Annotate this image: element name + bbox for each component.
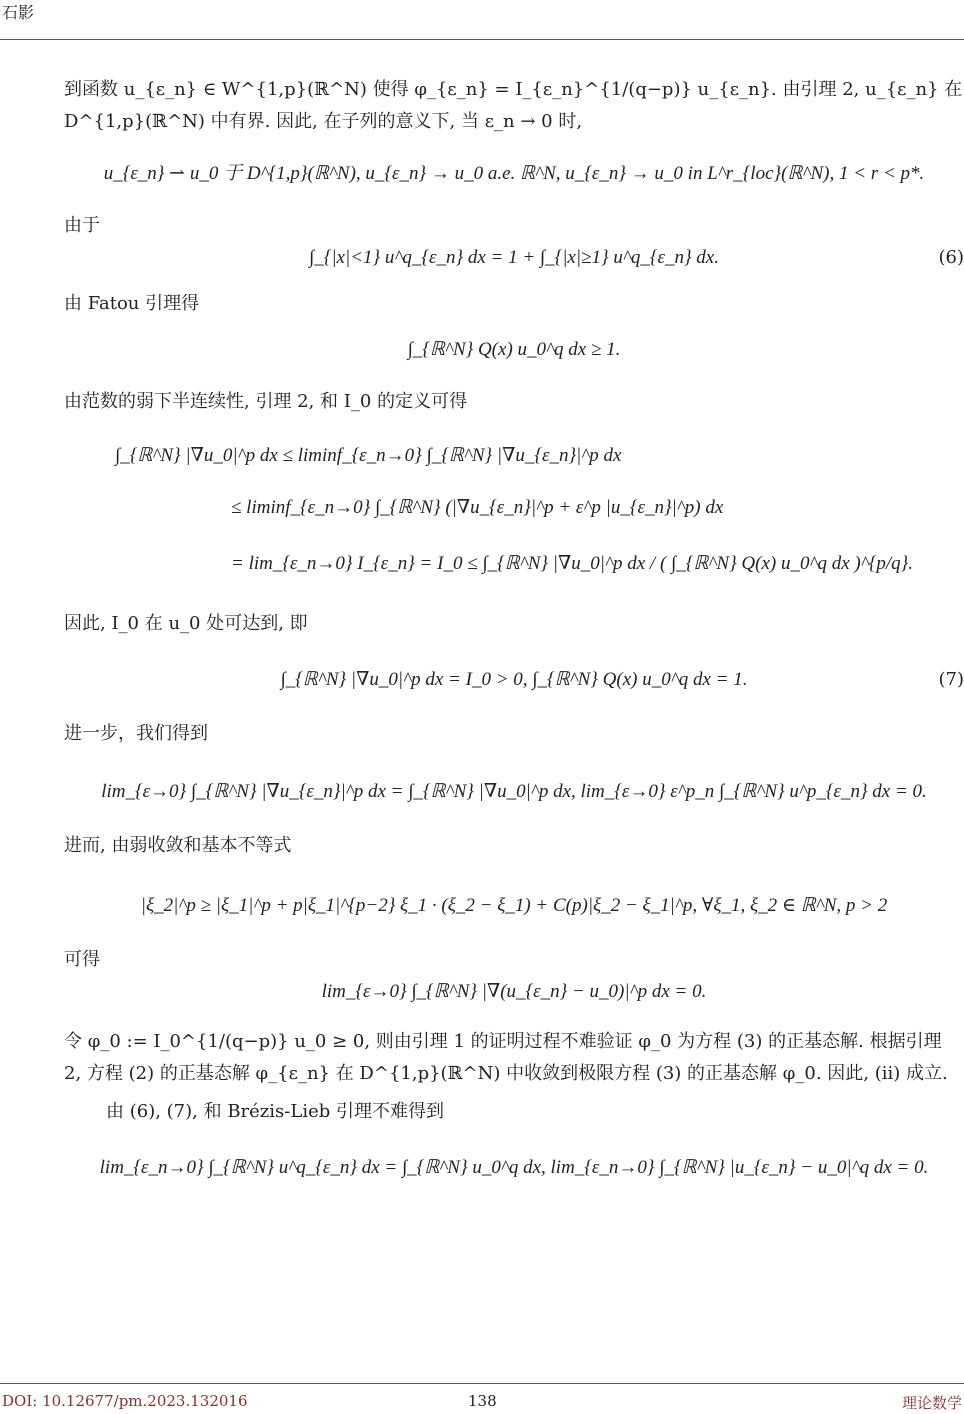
paragraph: 令 φ_0 := I_0^{1/(q−p)} u_0 ≥ 0, 则由引理 1 的证明过程不难验证 φ_0 为方程 (3) 的正基态解. 根据引理 2, 方程 (2) 的正基态解 φ_{ε_n} 在 D^{1,p}(ℝ^N) 中收敛到极限方程 (3) 的正基态解 φ_0. 因此, (ii) 成立. <box>64 1031 948 1084</box>
equation-6: ∫_{|x|<1} u^q_{ε_n} dx = 1 + ∫_{|x|≥1} u^q_{ε_n} dx. (6) <box>64 242 964 274</box>
paragraph: 到函数 u_{ε_n} ∈ W^{1,p}(ℝ^N) 使得 φ_{ε_n} = I_{ε_n}^{1/(q−p)} u_{ε_n}. 由引理 2, u_{ε_n} 在 D^{1,p}(ℝ^N) 中有界. 因此, 在子列的意义下, 当 ε_n → 0 时, <box>64 79 963 132</box>
align-line: = lim_{ε_n→0} I_{ε_n} = I_0 ≤ ∫_{ℝ^N} |∇u_0|^p dx / ( ∫_{ℝ^N} Q(x) u_0^q dx )^{p/q}. <box>231 553 913 574</box>
paragraph: 进一步，我们得到 <box>64 723 208 744</box>
equation-number: (7) <box>938 669 964 690</box>
paragraph: 由 (6), (7), 和 Brézis-Lieb 引理不难得到 <box>106 1101 444 1122</box>
footer-rule <box>0 1383 964 1384</box>
equation-brezis-lieb: lim_{ε_n→0} ∫_{ℝ^N} u^q_{ε_n} dx = ∫_{ℝ^N} u_0^q dx, lim_{ε_n→0} ∫_{ℝ^N} |u_{ε_n} − u_0|^q dx = 0. <box>99 1157 929 1178</box>
equation-limits: lim_{ε→0} ∫_{ℝ^N} |∇u_{ε_n}|^p dx = ∫_{ℝ^N} |∇u_0|^p dx, lim_{ε→0} ε^p_n ∫_{ℝ^N} u^p_{ε_n} dx = 0. <box>101 781 927 802</box>
body-text <box>64 74 964 1184</box>
paragraph: 进而, 由弱收敛和基本不等式 <box>64 835 292 856</box>
paragraph: 由范数的弱下半连续性, 引理 2, 和 I_0 的定义可得 <box>64 391 468 412</box>
doi-link[interactable]: DOI: 10.12677/pm.2023.132016 <box>2 1392 248 1410</box>
align-line: ≤ liminf_{ε_n→0} ∫_{ℝ^N} (|∇u_{ε_n}|^p + ε^p |u_{ε_n}|^p) dx <box>231 497 724 518</box>
equation-number: (6) <box>938 247 964 268</box>
journal-name: 理论数学 <box>901 1394 962 1412</box>
equation-gradient-limit: lim_{ε→0} ∫_{ℝ^N} |∇(u_{ε_n} − u_0)|^p dx = 0. <box>321 981 707 1002</box>
equation-fatou: ∫_{ℝ^N} Q(x) u_0^q dx ≥ 1. <box>407 339 621 360</box>
equation-convergence: u_{ε_n} ⇀ u_0 于 D^{1,p}(ℝ^N), u_{ε_n} → u_0 a.e. ℝ^N, u_{ε_n} → u_0 in L^r_{loc}(ℝ^N), 1 < r < p*. <box>103 163 925 184</box>
equation-7: ∫_{ℝ^N} |∇u_0|^p dx = I_0 > 0, ∫_{ℝ^N} Q(x) u_0^q dx = 1. (7) <box>64 664 964 696</box>
paragraph: 因此, I_0 在 u_0 处可达到, 即 <box>64 613 308 634</box>
paragraph: 由 Fatou 引理得 <box>64 293 200 314</box>
paragraph: 由于 <box>64 215 100 236</box>
equation-inequality: |ξ_2|^p ≥ |ξ_1|^p + p|ξ_1|^{p−2} ξ_1 · (ξ_2 − ξ_1) + C(p)|ξ_2 − ξ_1|^p, ∀ξ_1, ξ_2 ∈ ℝ^N, p > 2 <box>140 895 888 916</box>
align-line: ∫_{ℝ^N} |∇u_0|^p dx ≤ liminf_{ε_n→0} ∫_{ℝ^N} |∇u_{ε_n}|^p dx <box>115 445 622 466</box>
page-number: 138 <box>468 1392 497 1410</box>
equation-align <box>64 440 964 580</box>
running-header: 石影 <box>2 3 35 22</box>
paragraph: 可得 <box>64 949 100 970</box>
header-rule <box>0 39 964 40</box>
